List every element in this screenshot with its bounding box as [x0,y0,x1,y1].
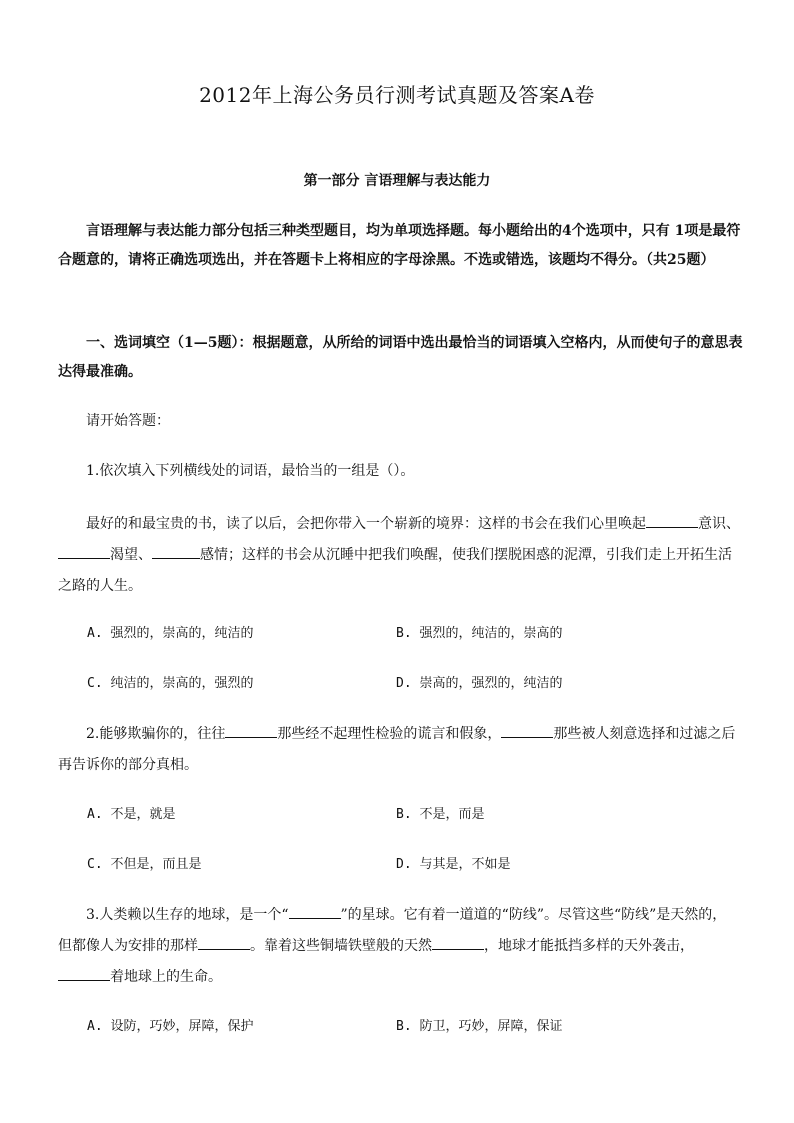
question-3-text: 。靠着这些铜墙铁壁般的天然 [250,938,432,954]
blank [225,723,277,738]
part-heading: 一、选词填空（1—5题）：根据题意，从所给的词语中选出最恰当的词语填入空格内，从而使句子的意思表达得最准确。 [58,335,743,380]
question-2-text: 那些经不起理性检验的谎言和假象， [277,726,502,742]
question-3-text: 3.人类赖以生存的地球，是一个“ [86,907,289,923]
question-1-option-a: A. 强烈的，崇高的，纯洁的 [87,626,254,641]
question-1-passage [58,509,740,602]
blank [58,544,110,559]
blank [501,723,553,738]
question-2-option-d: D. 与其是，不如是 [396,857,511,872]
question-3-stem [58,900,740,993]
question-2-text: 2.能够欺骗你的，往往 [86,726,226,742]
blank [646,513,698,528]
question-1-passage-text: 感情；这样的书会从沉睡中把我们唤醒，使我们摆脱困惑的泥潭，引我们走上开拓生活之路的人生。 [58,547,732,594]
question-3-text: 着地球上的生命。 [110,969,222,985]
blank [289,904,341,919]
question-1-option-b: B. 强烈的，纯洁的，崇高的 [396,626,563,641]
question-2-text: 那些被人刻意选择和过滤之后再告诉你的部分真相。 [58,726,736,773]
blank [58,966,110,981]
section-title: 第一部分 言语理解与表达能力 [303,173,491,189]
intro-paragraph: 言语理解与表达能力部分包括三种类型题目，均为单项选择题。每小题给出的4个选项中，只有 1项是最符合题意的，请将正确选项选出，并在答题卡上将相应的字母涂黑。不选或错选，该题均不得分。（共25题） [58,223,741,268]
blank [152,544,200,559]
question-1-passage-text: 渴望、 [110,547,152,563]
question-1-passage-text: 最好的和最宝贵的书，读了以后，会把你带入一个崭新的境界：这样的书会在我们心里唤起 [86,516,646,532]
blank [432,935,484,950]
question-2-option-b: B. 不是，而是 [396,807,485,822]
question-2-option-a: A. 不是，就是 [87,807,176,822]
question-3-text: ”的星球。它有着一道道的“防线”。尽管这些“防线”是天然的，但都像人为安排的那样 [58,907,727,954]
blank [198,935,250,950]
document-title: 2012年上海公务员行测考试真题及答案A卷 [199,83,595,107]
question-1-option-d: D. 崇高的，强烈的，纯洁的 [396,676,563,691]
question-1-passage-text: 意识、 [698,516,740,532]
start-prompt: 请开始答题： [86,413,170,429]
question-3-text: ，地球才能抵挡多样的天外袭击， [484,938,694,954]
question-3-option-b: B. 防卫，巧妙，屏障，保证 [396,1019,563,1034]
question-1-option-c: C. 纯洁的，崇高的，强烈的 [87,676,254,691]
question-1-stem: 1.依次填入下列横线处的词语，最恰当的一组是（）。 [86,463,415,479]
question-2-option-c: C. 不但是，而且是 [87,857,202,872]
question-3-option-a: A. 设防，巧妙，屏障，保护 [87,1019,254,1034]
question-2-stem [58,719,740,781]
